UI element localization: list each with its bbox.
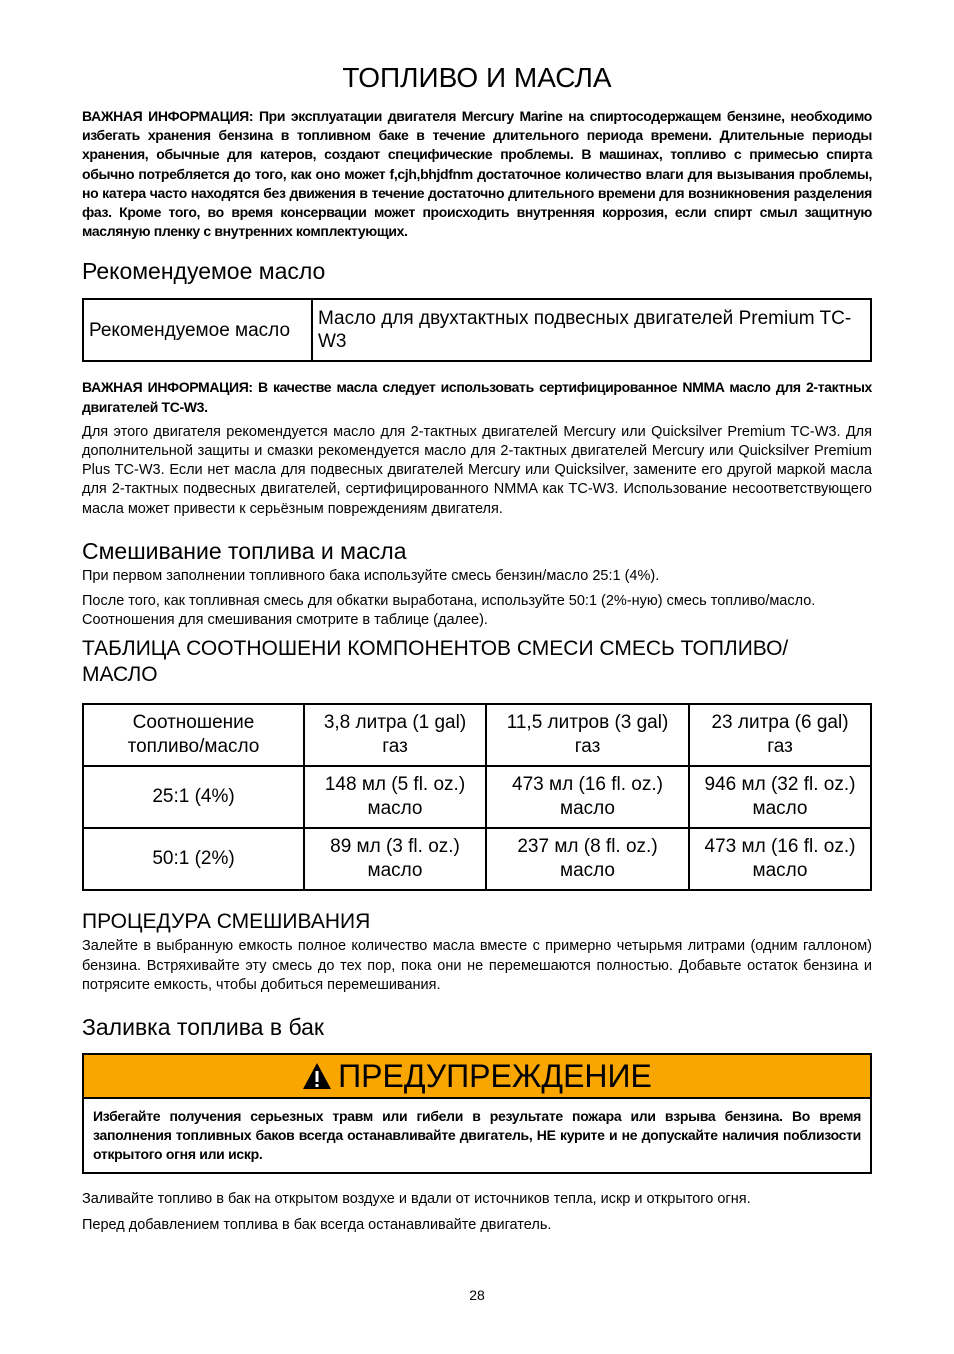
warning-title: ПРЕДУПРЕЖДЕНИЕ (338, 1058, 652, 1095)
page-title: ТОПЛИВО И МАСЛА (342, 62, 612, 93)
cell-line: масло (560, 860, 615, 882)
ratio-cell: 25:1 (4%) (83, 766, 304, 828)
filling-paragraph-1: Заливайте топливо в бак на открытом воздухе и вдали от источников тепла, искр и открытого огня. (82, 1190, 751, 1207)
cell-line: масло (560, 798, 615, 820)
cell-line: 473 мл (16 fl. oz.) (704, 836, 856, 858)
header-cell (83, 704, 304, 766)
filling-paragraph-2: Перед добавлением топлива в бак всегда останавливайте двигатель. (82, 1216, 552, 1233)
table-cell (689, 828, 871, 890)
important-note-alcohol: ВАЖНАЯ ИНФОРМАЦИЯ: При эксплуатации двигателя Mercury Marine на спиртосодержащем бензине, необходимо избегать хранения бензина в топливном баке в течение длительного периода времени. Длительные периоды хранения, обычные для катеров, создают специфические проблемы. В машинах, топливо с примесью спирта обычно потребляется до того, как оно может f,cjh,bhjdfnm достаточное количество влаги для вызывания проблемы, но катера часто находятся без движения в течение достаточно длительного времени для возникновения разделения фаз. Кроме того, во время консервации может происходить внутренняя коррозия, если спирт смыл защитную масляную пленку с внутренних комплектующих. (82, 108, 872, 240)
header-line: 11,5 литров (3 gal) (506, 712, 669, 734)
document-page (82, 0, 872, 1235)
oil-recommendation-text: Для этого двигателя рекомендуется масло для 2-тактных двигателей Mercury или Quicksilver Premium TC-W3. Для дополнительной защиты и смазки рекомендуется масло для 2-тактных двигателей Mercury или Quicksilver Premium Plus TC-W3. Если нет масла для подвесных двигателей Mercury или Quicksilver, замените его другой маркой масла для 2-тактных подвесных двигателей, сертифицированного NMMA как TC-W3. Использование несоответствующего масла может привести к серьёзным повреждениям двигателя. (82, 423, 872, 517)
oil-value-cell: Масло для двухтактных подвесных двигателей Premium TC-W3 (312, 299, 871, 361)
heading-filling: Заливка топлива в бак (82, 1014, 324, 1041)
ratio-cell: 50:1 (2%) (83, 828, 304, 890)
table-cell (486, 828, 689, 890)
header-cell (486, 704, 689, 766)
mix-table-heading: ТАБЛИЦА СООТНОШЕНИ КОМПОНЕНТОВ СМЕСИ СМЕСЬ ТОПЛИВО/ МАСЛО (82, 637, 789, 687)
header-cell (689, 704, 871, 766)
warning-box (82, 1053, 872, 1174)
cell-line: 473 мл (16 fl. oz.) (512, 774, 663, 796)
warning-header (84, 1055, 870, 1099)
table-cell (486, 766, 689, 828)
table-cell (304, 766, 486, 828)
header-line: газ (382, 736, 408, 758)
header-line: газ (767, 736, 793, 758)
cell-line: 946 мл (32 fl. oz.) (704, 774, 856, 796)
table-row (83, 766, 871, 828)
cell-line: масло (752, 798, 808, 820)
mixing-paragraph-1: При первом заполнении топливного бака используйте смесь бензин/масло 25:1 (4%). (82, 567, 660, 584)
header-line: 23 литра (6 gal) (711, 712, 849, 734)
heading-recommended-oil: Рекомендуемое масло (82, 258, 326, 285)
mixing-paragraph-2: После того, как топливная смесь для обкатки выработана, используйте 50:1 (2%-ную) смесь топливо/масло. Соотношения для смешивания смотрите в таблице (далее). (82, 593, 816, 629)
recommended-oil-table (82, 298, 872, 362)
header-line: Соотношение (132, 712, 255, 734)
header-line: топливо/масло (127, 736, 260, 758)
oil-label-cell: Рекомендуемое масло (83, 299, 312, 361)
table-header-row (83, 704, 871, 766)
table-cell (689, 766, 871, 828)
cell-line: 237 мл (8 fl. oz.) (517, 836, 658, 858)
table-row (83, 828, 871, 890)
header-line: газ (574, 736, 601, 758)
page-number: 28 (469, 1287, 485, 1303)
cell-line: 148 мл (5 fl. oz.) (324, 774, 466, 796)
cell-line: масло (367, 860, 423, 882)
cell-line: 89 мл (3 fl. oz.) (330, 836, 460, 858)
warning-text: Избегайте получения серьезных травм или гибели в результате пожара или взрыва бензина. Во время заполнения топливных баков всегда останавливайте двигатель, НЕ курите и не допускайте наличия поблизости открытого огня или искр. (93, 1108, 861, 1163)
heading-mixing: Смешивание топлива и масла (82, 537, 407, 564)
procedure-text: Залейте в выбранную емкость полное количество масла вместе с примерно четырьмя литрами (одним галлоном) бензина. Встряхивайте эту смесь до тех пор, пока они не перемешаются полностью. Добавьте остаток бензина и потрясите емкость, чтобы добиться перемешивания. (82, 938, 872, 993)
table-cell (304, 828, 486, 890)
important-note-nmma: ВАЖНАЯ ИНФОРМАЦИЯ: В качестве масла следует использовать сертифицированное NMMA масло для 2-тактных двигателей TC-W3. (82, 379, 872, 415)
warning-triangle-icon (302, 1058, 332, 1100)
mix-ratio-table (82, 703, 872, 891)
heading-procedure: ПРОЦЕДУРА СМЕШИВАНИЯ (82, 910, 371, 934)
cell-line: масло (367, 798, 423, 820)
header-cell (304, 704, 486, 766)
cell-line: масло (752, 860, 808, 882)
header-line: 3,8 литра (1 gal) (323, 712, 467, 734)
